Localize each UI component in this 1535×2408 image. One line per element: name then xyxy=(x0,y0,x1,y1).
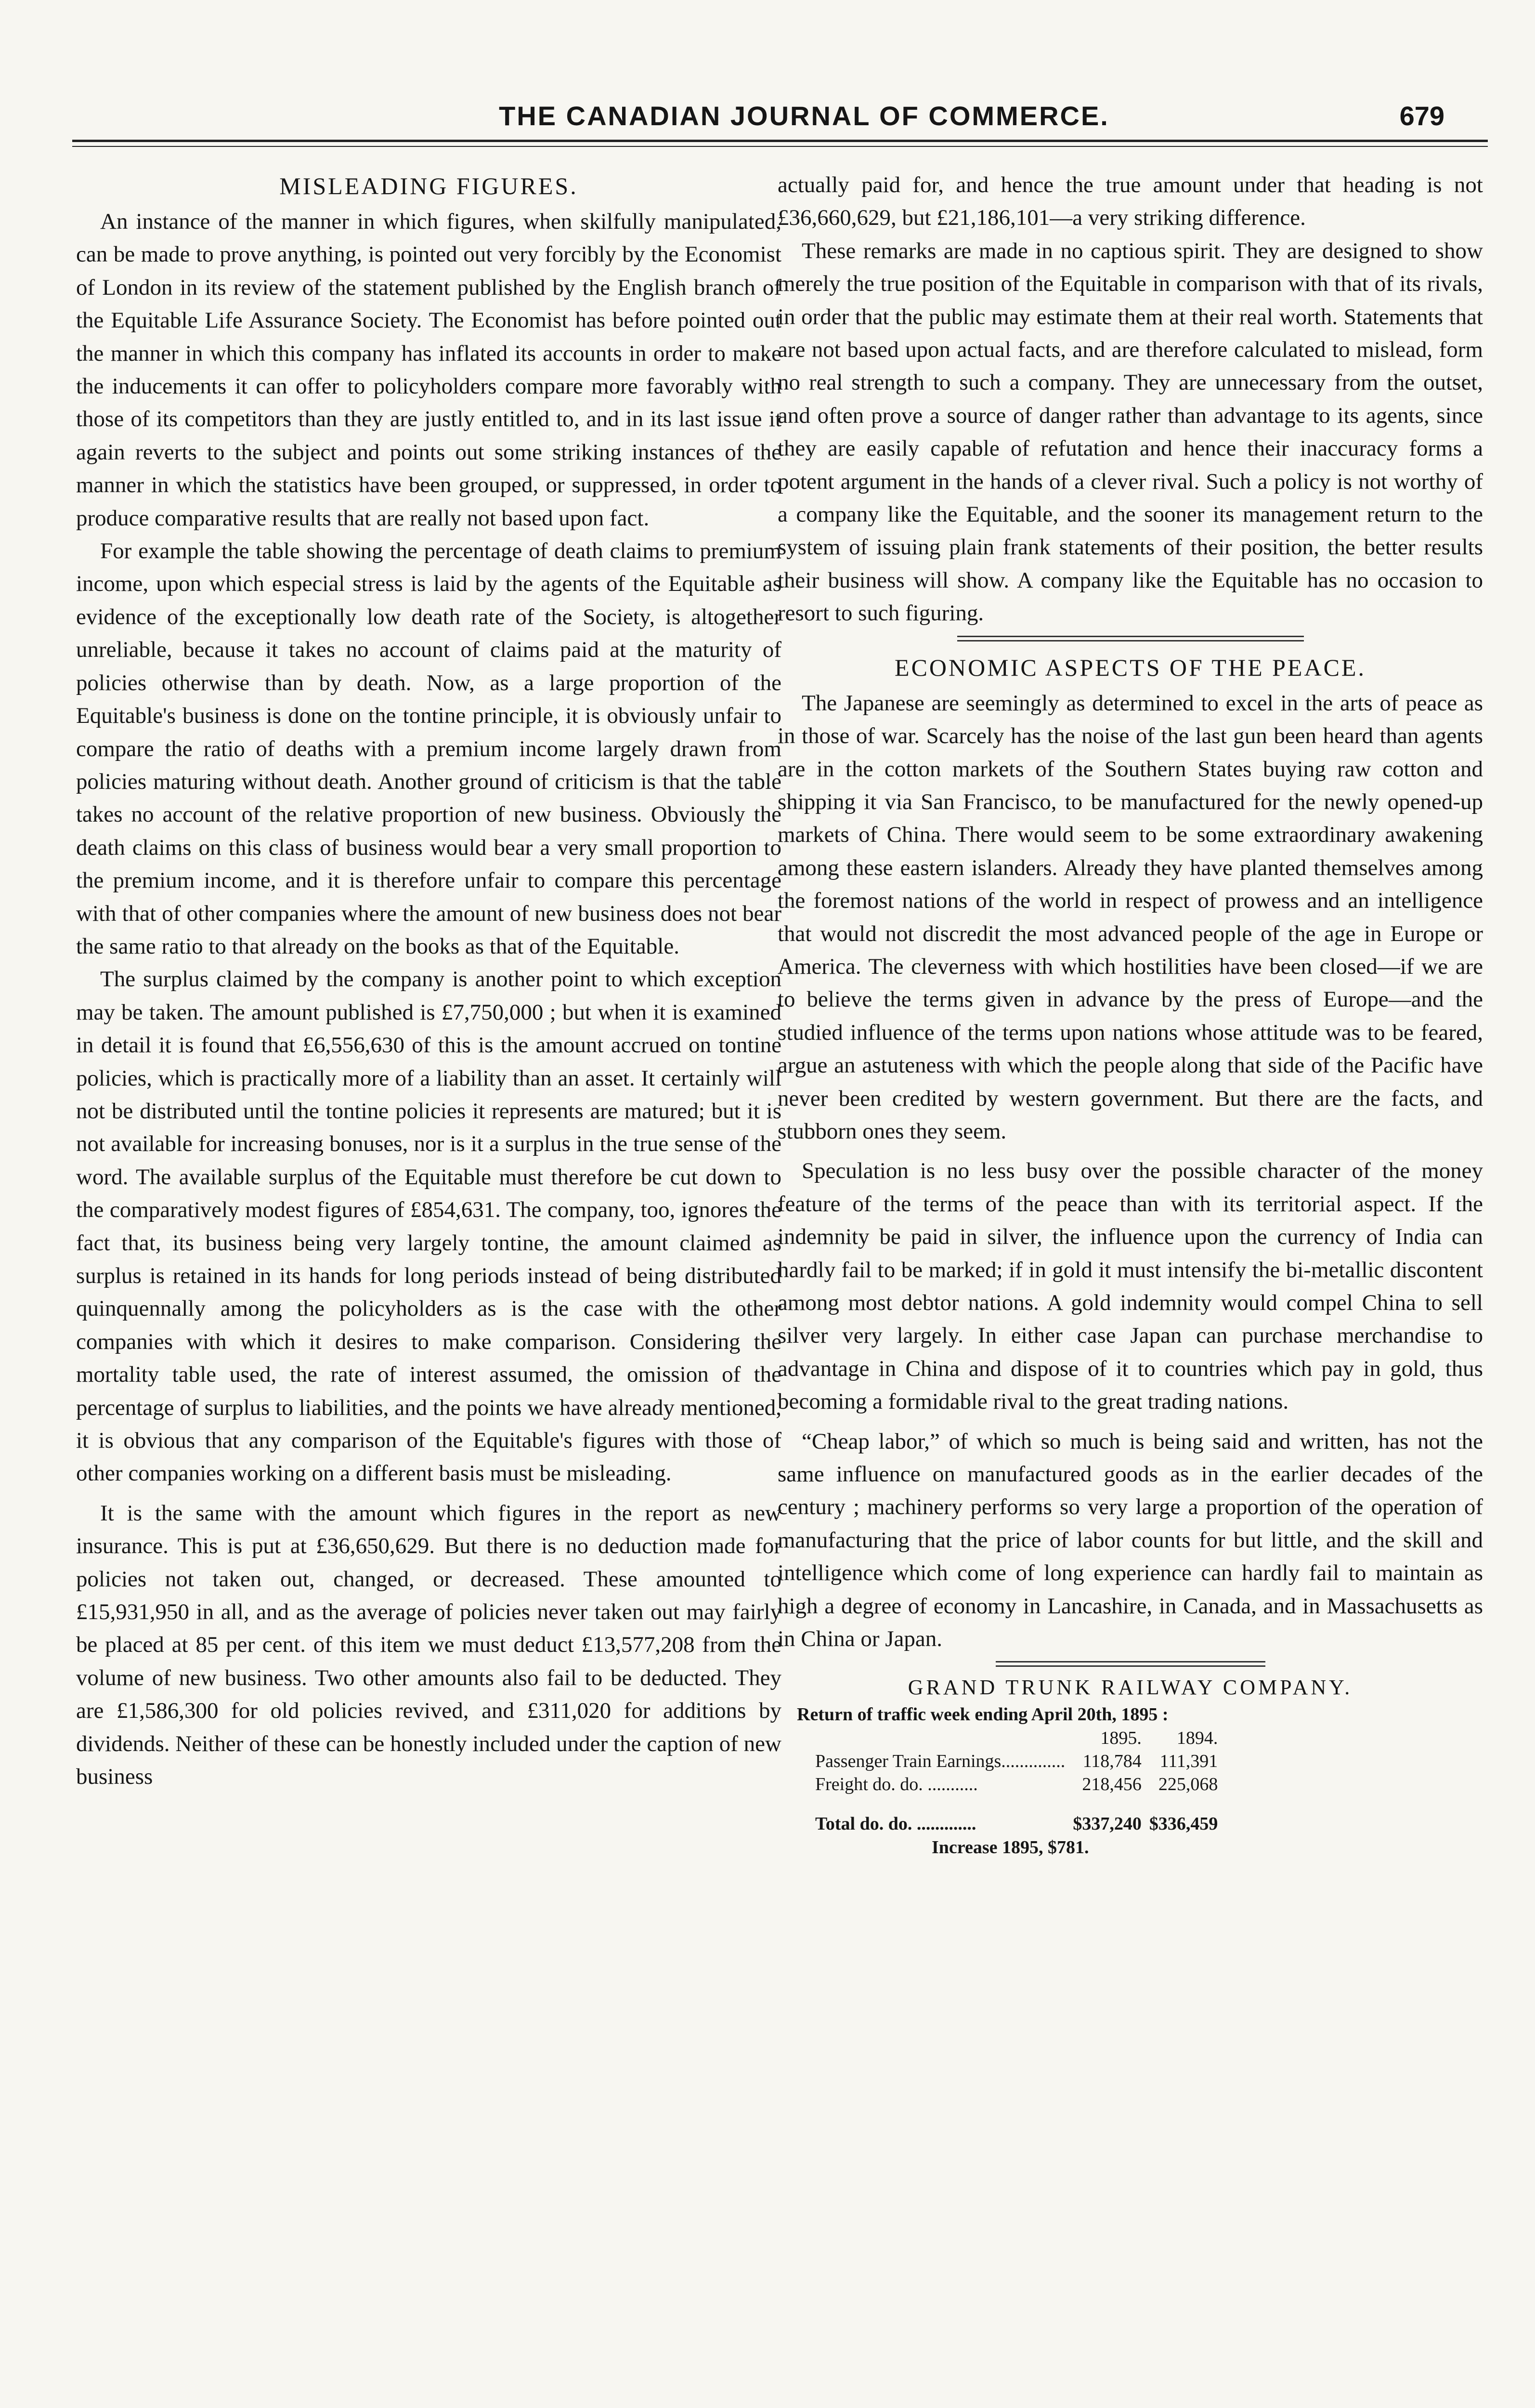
table-row xyxy=(811,1773,1222,1796)
row-label: Passenger Train Earnings.............. xyxy=(815,1751,1066,1772)
traffic-table xyxy=(811,1727,1222,1835)
grand-trunk-title: GRAND TRUNK RAILWAY COMPANY. xyxy=(908,1675,1353,1700)
row-value-1895: 218,456 xyxy=(1082,1774,1142,1795)
misleading-paragraph-6: These remarks are made in no captious spirit. They are designed to show merely the true position of the Equitable in comparison with that of its rivals, in order that the public may estimate them at their real worth. Statements that are not based upon actual facts, and are therefore calculated to mislead, form no real strength to such a company. They are unnecessary from the outset, and often prove a source of danger rather than advantage to its agents, since they are easily capable of refutation and hence their inaccuracy forms a potent argument in the hands of a clever rival. Such a policy is not worthy of a company like the Equitable, and the sooner its management return to the system of issuing plain frank statements of their position, the better results their business will show. A company like the Equitable has no occasion to resort to such figuring. xyxy=(778,238,1483,626)
header-rule-thin xyxy=(72,146,1488,147)
journal-title: THE CANADIAN JOURNAL OF COMMERCE. xyxy=(499,101,1109,131)
year-1895-header: 1895. xyxy=(1100,1728,1142,1749)
row-label: Freight do. do. ........... xyxy=(815,1774,978,1795)
misleading-paragraph-3: The surplus claimed by the company is another point to which exception may be taken. The amount published is £7,750,000 ; but when it is examined in detail it is found that £6,556,630 of this is the amount accrued on tontine policies, which is practically more of a liability than an asset. It certainly will not be distributed until the tontine policies it represents are matured; but it is not available for increasing bonuses, nor is it a surplus in the true sense of the word. The available surplus of the Equitable must therefore be cut down to the comparatively modest figures of £854,631. The company, too, ignores the fact that, its business being very largely tontine, the amount claimed as surplus is retained in its hands for long periods instead of being distributed quinquennally among the policyholders as is the case with the other companies with which it desires to make comparison. Considering the mortality table used, the rate of interest assumed, the omission of the percentage of surplus to liabilities, and the points we have already mentioned, it is obvious that any comparison of the Equitable's figures with those of other companies working on a different basis must be misleading. xyxy=(76,967,781,1486)
row-value-1894: 225,068 xyxy=(1158,1774,1218,1795)
misleading-paragraph-5: actually paid for, and hence the true amount under that heading is not £36,660,629, but £21,186,101—a very striking difference. xyxy=(778,172,1483,231)
section-separator-2 xyxy=(996,1661,1265,1667)
left-column xyxy=(76,169,781,1793)
economic-paragraph-1: The Japanese are seemingly as determined to excel in the arts of peace as in those of war. Scarcely has the noise of the last gun been heard than agents are in the cotton markets of the Southern States buying raw cotton and shipping it via San Francisco, to be manufactured for the newly opened-up markets of China. There would seem to be some extraordinary awakening among these eastern islanders. Already they have planted themselves among the foremost nations of the world in respect of prowess and an intelligence that would not discredit the most advanced people of the age in Europe or America. The cleverness with which hostilities have been closed—if we are to believe the terms given in advance by the press of Europe—and the studied influence of the terms upon nations whose attitude was to be feared, argue an astuteness with which the people along that side of the Pacific have never been credited by western government. But there are the facts, and stubborn ones they seem. xyxy=(778,690,1483,1144)
header-rule-thick xyxy=(72,140,1488,142)
misleading-paragraph-2: For example the table showing the percentage of death claims to premium income, upon which especial stress is laid by the agents of the Equitable as evidence of the exceptionally low death rate of the Society, is altogether unreliable, because it takes no account of claims paid at the maturity of policies otherwise than by death. Now, as a large proportion of the Equitable's business is done on the tontine principle, it is obviously unfair to compare the ratio of deaths with a premium income largely drawn from policies maturing without death. Another ground of criticism is that the table takes no account of the relative proportion of new business. Obviously the death claims on this class of business would bear a very small proportion to the premium income, and it is therefore unfair to compare this percentage with that of other companies where the amount of new business does not bear the same ratio to that already on the books as that of the Equitable. xyxy=(76,538,781,959)
grand-trunk-block xyxy=(778,1675,1483,1859)
total-row xyxy=(811,1812,1222,1835)
misleading-title: MISLEADING FIGURES. xyxy=(279,172,578,199)
year-1894-header: 1894. xyxy=(1176,1728,1218,1749)
economic-paragraph-2: Speculation is no less busy over the possible character of the money feature of the terms of the peace than with its territorial aspect. If the indemnity be paid in silver, the influence upon the currency of India can hardly fail to be marked; if in gold it must intensify the bi-metallic discontent among most debtor nations. A gold indemnity would compel China to sell silver very largely. In either case Japan can purchase merchandise to advantage in China and dispose of it to countries which pay in gold, thus becoming a formidable rival to the great trading nations. xyxy=(778,1158,1483,1414)
table-row xyxy=(811,1750,1222,1773)
misleading-paragraph-4: It is the same with the amount which figures in the report as new insurance. This is put at £36,650,629. But there is no deduction made for policies not taken out, changed, or decreased. These amounted to £15,931,950 in all, and as the average of policies never taken out may fairly be placed at 85 per cent. of this item we must deduct £13,577,208 from the volume of new business. Two other amounts also fail to be deducted. They are £1,586,300 for old policies revived, and £311,020 for additions by dividends. Neither of these can be honestly included under the caption of new business xyxy=(76,1500,781,1790)
running-head xyxy=(72,96,1488,135)
table-header-row xyxy=(811,1727,1222,1750)
section-separator xyxy=(957,636,1304,641)
economic-title: ECONOMIC ASPECTS OF THE PEACE. xyxy=(895,654,1366,681)
total-label: Total do. do. ............. xyxy=(815,1814,976,1834)
total-1895: $337,240 xyxy=(1073,1814,1142,1834)
economic-paragraph-3: “Cheap labor,” of which so much is being said and written, has not the same influence on manufactured goods as in the earlier decades of the century ; machinery performs so very large a proportion of the operation of manufacturing that the price of labor counts for but little, and the skill and intelligence which come of long experience can hardly fail to maintain as high a degree of economy in Lancashire, in Canada, and in Massachusetts as in China or Japan. xyxy=(778,1428,1483,1652)
page-number: 679 xyxy=(1399,101,1444,131)
increase-note: Increase 1895, $781. xyxy=(932,1837,1089,1858)
misleading-paragraph-1: An instance of the manner in which figures, when skilfully manipulated, can be made to prove anything, is pointed out very forcibly by the Economist of London in its review of the statement published by the English branch of the Equitable Life Assurance Society. The Economist has before pointed out the manner in which this company has inflated its accounts in order to make the inducements it can offer to policyholders compare more favorably with those of its competitors than they are justly entitled to, and in its last issue it again reverts to the subject and points out some striking instances of the manner in which the statistics have been grouped, or suppressed, in order to produce comparative results that are really not based upon fact. xyxy=(76,209,781,531)
row-value-1894: 111,391 xyxy=(1159,1751,1218,1772)
total-1894: $336,459 xyxy=(1149,1814,1218,1834)
right-column xyxy=(778,169,1483,1859)
grand-trunk-subtitle: Return of traffic week ending April 20th, 1895 : xyxy=(797,1704,1169,1725)
row-value-1895: 118,784 xyxy=(1082,1751,1142,1772)
